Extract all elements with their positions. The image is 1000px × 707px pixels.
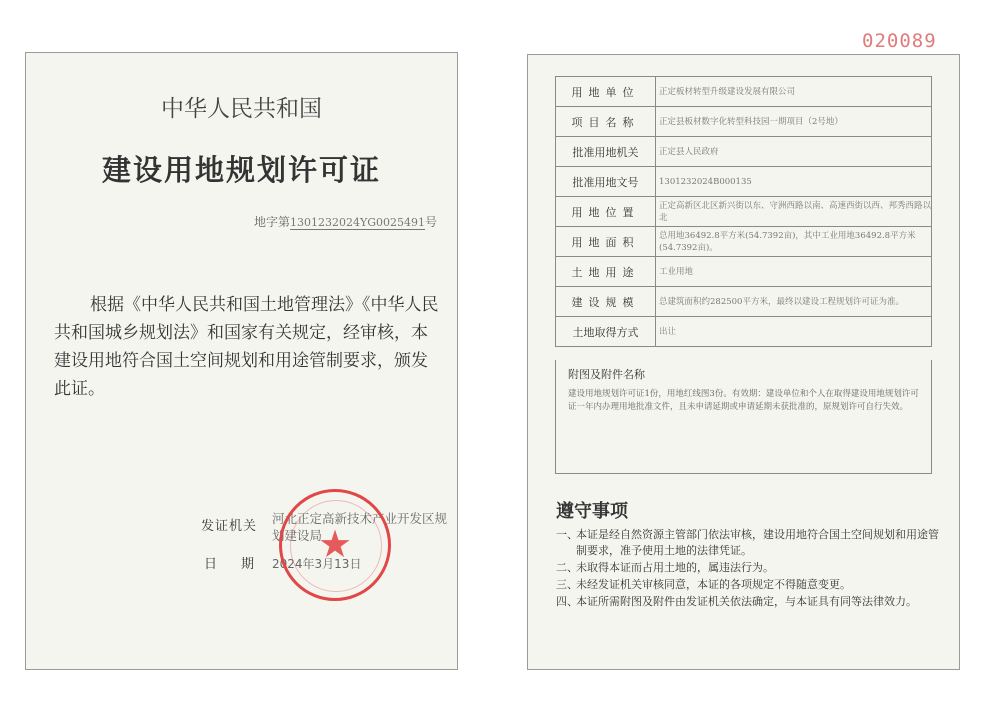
rule-item [556, 560, 941, 576]
seal-star-icon: ★ [317, 522, 353, 566]
rule-item [556, 527, 941, 559]
issuer-name: 河北正定高新技术产业开发区规划建设局 [272, 511, 448, 543]
table-row [556, 317, 932, 347]
certificate-number-suffix: 号 [425, 215, 438, 229]
certificate-body-text: 根据《中华人民共和国土地管理法》《中华人民共和国城乡规划法》和国家有关规定，经审核，本建设用地符合国土空间规划和用途管制要求，颁发此证。 [54, 295, 439, 399]
table-row [556, 257, 932, 287]
rule-text: 本证是经自然资源主管部门依法审核，建设用地符合国土空间规划和用途管制要求，准予使用土地的法律凭证。 [576, 528, 939, 557]
country-name: 中华人民共和国 [161, 96, 322, 122]
certificate-number [254, 213, 437, 230]
table-row-value: 总用地36492.8平方米(54.7392亩)，其中工业用地36492.8平方米(54.7392亩)。 [656, 227, 932, 257]
serial-number: 020089 [862, 30, 937, 52]
table-row-label: 批准用地机关 [556, 137, 656, 167]
table-row-label: 建设规模 [556, 287, 656, 317]
rule-item [556, 594, 941, 610]
issuer-label: 发证机关 [201, 519, 258, 534]
table-row-label: 土地取得方式 [556, 317, 656, 347]
table-row-value: 正定县板材数字化转型科技园一期项目（2号地） [656, 107, 932, 137]
date-label: 日期 [204, 557, 279, 572]
certificate-number-value: 1301232024YG0025491 [290, 216, 426, 229]
rule-text: 未取得本证而占用土地的，属违法行为。 [576, 561, 774, 574]
rule-text: 本证所需附图及附件由发证机关依法确定，与本证具有同等法律效力。 [576, 595, 917, 608]
table-row [556, 227, 932, 257]
attachments-box [555, 360, 932, 474]
table-row [556, 77, 932, 107]
rule-text: 未经发证机关审核同意，本证的各项规定不得随意变更。 [576, 578, 851, 591]
attachments-title: 附图及附件名称 [568, 368, 645, 381]
table-row-value: 1301232024B000135 [656, 167, 932, 197]
rules-title: 遵守事项 [556, 501, 628, 522]
table-row-label: 土地用途 [556, 257, 656, 287]
attachments-text: 建设用地规划许可证1份，用地红线图3份。有效期：建设单位和个人在取得建设用地规划许可证一年内办理用地批准文件，且未申请延期或申请延期未获批准的，原规划许可自行失效。 [568, 389, 919, 412]
issue-date: 2024年3月13日 [272, 557, 362, 571]
table-row-value: 正定县人民政府 [656, 137, 932, 167]
certificate-back-page [527, 54, 960, 670]
table-row-value: 正定高新区北区新兴街以东、守洲西路以南、高速西街以西、邦秀西路以北 [656, 197, 932, 227]
table-row-value: 总建筑面积约282500平方米，最终以建设工程规划许可证为准。 [656, 287, 932, 317]
certificate-front-page [25, 52, 458, 670]
table-row-label: 用地位置 [556, 197, 656, 227]
table-row [556, 197, 932, 227]
table-row-label: 批准用地文号 [556, 167, 656, 197]
certificate-title: 建设用地规划许可证 [101, 153, 381, 187]
table-row-value: 出让 [656, 317, 932, 347]
table-row-value: 工业用地 [656, 257, 932, 287]
official-seal-icon [279, 489, 391, 601]
table-row [556, 287, 932, 317]
land-info-table [555, 76, 932, 347]
table-row-label: 用地面积 [556, 227, 656, 257]
rule-number: 一、 [556, 528, 578, 541]
table-row [556, 167, 932, 197]
table-row [556, 107, 932, 137]
rule-number: 三、 [556, 578, 578, 591]
table-row-label: 项目名称 [556, 107, 656, 137]
rule-number: 二、 [556, 561, 578, 574]
rules-list [556, 527, 941, 611]
table-row-label: 用地单位 [556, 77, 656, 107]
certificate-number-prefix: 地字第 [254, 215, 291, 229]
table-row [556, 137, 932, 167]
table-row-value: 正定板材转型升级建设发展有限公司 [656, 77, 932, 107]
rule-number: 四、 [556, 595, 578, 608]
rule-item [556, 577, 941, 593]
